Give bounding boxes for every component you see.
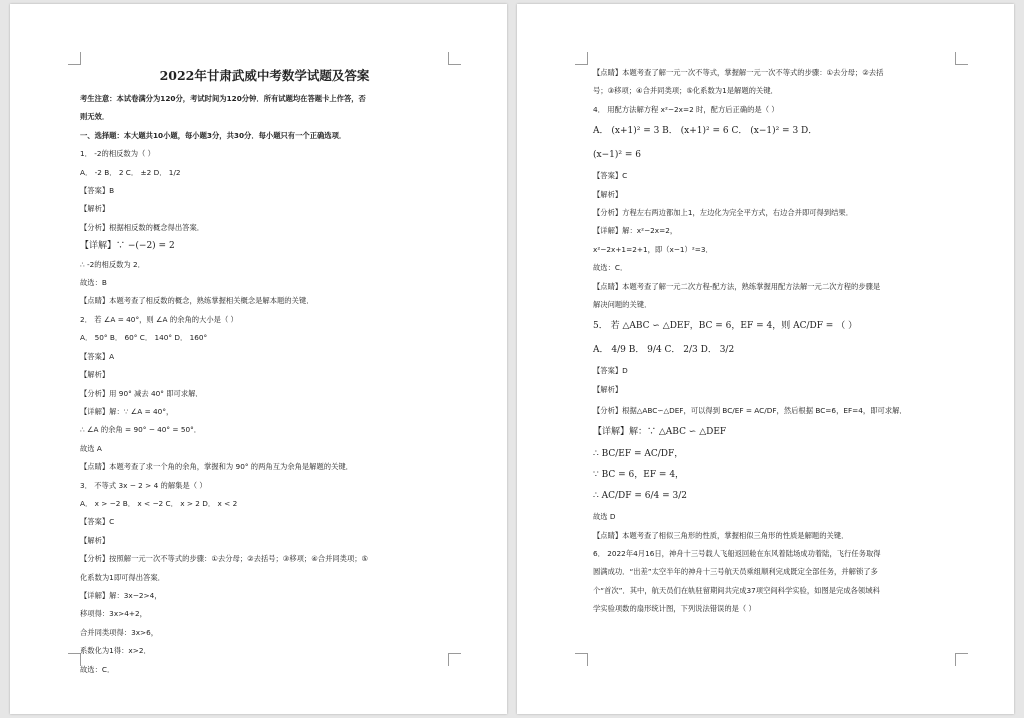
question-5-options: A． 4/9 B． 9/4 C． 2/3 D． 3/2 — [593, 345, 735, 356]
answer-line: 【答案】A — [80, 351, 115, 361]
analysis-line: 【解析】 — [80, 370, 110, 380]
document-page-2 — [517, 4, 1014, 714]
comment-line: 【点睛】本题考查了解一元二次方程-配方法，熟练掌握用配方法解一元二次方程的步骤是 — [593, 281, 881, 291]
answer-line: 【答案】C — [593, 171, 628, 181]
question-2: 2． 若 ∠A = 40°，则 ∠A 的余角的大小是（ ） — [80, 314, 238, 324]
analysis-line: 【解析】 — [80, 535, 110, 545]
question-3: 3． 不等式 3x − 2 > 4 的解集是（ ） — [80, 480, 207, 490]
choice-line: 故选 D — [593, 512, 616, 522]
solution-line: ∴ -2的相反数为 2． — [80, 259, 145, 269]
question-6: 个“首次”．其中，航天员们在轨驻留期间共完成37项空间科学实验，如图是完成各领域科 — [593, 585, 880, 595]
comment-line: 【点睛】本题考查了解一元一次不等式，掌握解一元一次不等式的步骤：①去分母；②去括 — [593, 68, 884, 77]
question-4-options: A． (x+1)² = 3 B． (x+1)² = 6 C． (x−1)² = 3 D． — [593, 126, 818, 137]
analysis-line: 【分析】根据△ABC∽△DEF，可以得到 BC/EF = AC/DF，然后根据 BC=6，EF=4，即可求解． — [593, 406, 907, 416]
choice-line: 故选：C． — [593, 263, 628, 273]
solution-line: x²−2x+1=2+1，即（x−1）²=3． — [593, 244, 713, 254]
solution-line: 【详解】解：∵ △ABC ∽ △DEF — [593, 427, 727, 438]
solution-line: ∵ BC = 6，EF = 4， — [593, 469, 685, 480]
question-5: 5． 若 △ABC ∽ △DEF，BC = 6，EF = 4，则 AC/DF = （ ） — [593, 321, 858, 332]
solution-line: 【详解】解：∵ ∠A = 40°， — [80, 406, 174, 416]
choice-line: 故选 A — [80, 443, 102, 453]
solution-line: ∴ ∠A 的余角 = 90° − 40° = 50°． — [80, 425, 202, 435]
analysis-line: 【分析】按照解一元一次不等式的步骤：①去分母；②去括号；③移项；④合并同类项；⑤ — [80, 554, 369, 564]
analysis-line: 【分析】根据相反数的概念得出答案． — [80, 222, 205, 232]
solution-line: 【详解】解：x²−2x=2， — [593, 226, 678, 236]
solution-line: 移项得：3x>4+2， — [80, 609, 147, 619]
question-4-option-d: (x−1)² = 6 — [593, 150, 641, 161]
document-page-1 — [10, 4, 507, 714]
analysis-line: 【解析】 — [593, 384, 623, 394]
exam-notice: 考生注意：本试卷满分为120分，考试时间为120分钟．所有试题均在答题卡上作答，否 — [80, 94, 366, 103]
answer-line: 【答案】D — [593, 366, 628, 376]
comment-line: 【点睛】本题考查了相反数的概念，熟练掌握相关概念是解本题的关键． — [80, 296, 314, 306]
answer-line: 【答案】C — [80, 517, 115, 527]
page-2-content — [593, 64, 962, 619]
choice-line: 故选：C． — [80, 664, 115, 674]
comment-line: 解决问题的关键． — [593, 300, 652, 310]
analysis-line: 【解析】 — [593, 189, 623, 199]
section-heading: 一、选择题：本大题共10小题，每小题3分，共30分．每小题只有一个正确选项． — [80, 130, 347, 140]
analysis-line: 【分析】方程左右两边都加上1，左边化为完全平方式，右边合并即可得到结果． — [593, 208, 854, 218]
margin-corner-mark — [575, 653, 588, 666]
solution-line: ∴ AC/DF = 6/4 = 3/2 — [593, 491, 687, 502]
analysis-line: 【分析】用 90° 减去 40° 即可求解． — [80, 388, 203, 398]
solution-line: 【详解】∵ −(−2) = 2 — [80, 241, 175, 252]
solution-line: 系数化为1得：x>2． — [80, 646, 151, 656]
margin-corner-mark — [448, 653, 461, 666]
document-title: 2022年甘肃武威中考数学试题及答案 — [159, 68, 370, 83]
exam-notice: 则无效． — [80, 112, 110, 122]
margin-corner-mark — [575, 52, 588, 65]
comment-line: 【点睛】本题考查了相似三角形的性质，掌握相似三角形的性质是解题的关键． — [593, 530, 849, 540]
question-1: 1． -2的相反数为（ ） — [80, 149, 155, 159]
question-6: 圆满成功．“出差”太空半年的神舟十三号航天员乘组顺利完成既定全部任务，并解锁了多 — [593, 567, 878, 577]
comment-line: 号；③移项；④合并同类项；⑤化系数为1是解题的关键． — [593, 86, 778, 96]
margin-corner-mark — [955, 653, 968, 666]
question-4: 4． 用配方法解方程 x²−2x=2 时，配方后正确的是（ ） — [593, 104, 779, 114]
margin-corner-mark — [448, 52, 461, 65]
comment-line: 【点睛】本题考查了求一个角的余角，掌握和为 90° 的两角互为余角是解题的关键． — [80, 462, 353, 472]
question-1-options: A． -2 B． 2 C． ±2 D． 1/2 — [80, 167, 181, 177]
question-6: 6． 2022年4月16日，神舟十三号载人飞船返回舱在东风着陆场成功着陆，飞行任务取得 — [593, 548, 881, 558]
solution-line: ∴ BC/EF = AC/DF， — [593, 448, 684, 459]
solution-line: 合并同类项得：3x>6， — [80, 627, 159, 637]
solution-line: 【详解】解：3x−2>4， — [80, 590, 162, 600]
question-6: 学实验项数的扇形统计图，下列说法错误的是（ ） — [593, 604, 756, 614]
choice-line: 故选：B — [80, 278, 107, 288]
question-2-options: A． 50° B． 60° C． 140° D． 160° — [80, 333, 208, 343]
page-1-content — [80, 64, 449, 679]
analysis-line: 【解析】 — [80, 204, 110, 214]
question-3-options: A． x > −2 B． x < −2 C． x > 2 D． x < 2 — [80, 498, 238, 508]
answer-line: 【答案】B — [80, 186, 115, 196]
analysis-line: 化系数为1即可得出答案． — [80, 572, 165, 582]
